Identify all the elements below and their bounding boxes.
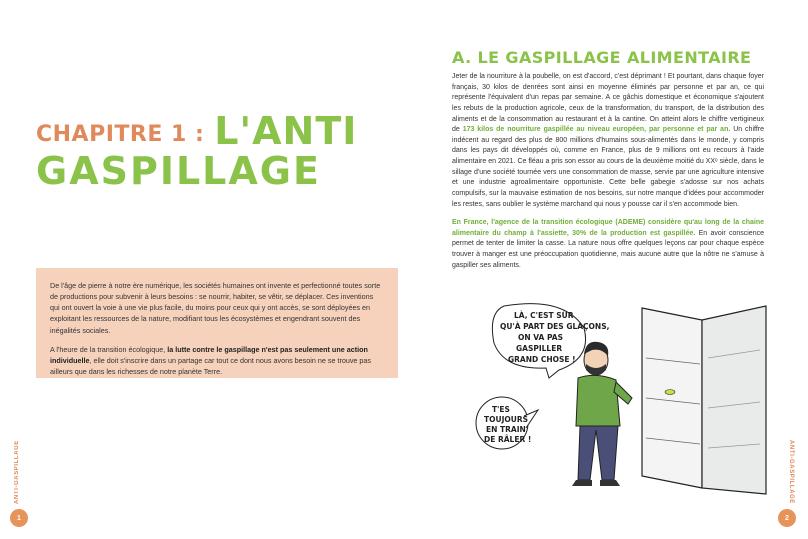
bubble2-line-4: DE RÂLER !: [484, 435, 532, 444]
body-text: [452, 72, 764, 279]
side-running-head: ANTI-GASPILLAGE: [788, 440, 794, 504]
bubble1-line-3: ON VA PAS: [518, 333, 563, 342]
cartoon-illustration: [474, 298, 774, 498]
bubble2-line-2: TOUJOURS: [484, 415, 529, 424]
bubble2-line-3: EN TRAIN: [486, 425, 526, 434]
bubble2-line-1: T'ES: [492, 405, 510, 414]
intro-paragraph-2: [50, 344, 384, 377]
chapter-title-line1: L'ANTI: [214, 109, 358, 153]
chapter-heading: [36, 109, 396, 193]
body-paragraph-2: [452, 218, 764, 271]
intro-box: [36, 268, 398, 378]
p1-text-end: . Un chiffre indécent au regard des plus de 800 millions d'humains sous-alimentés dans le monde, y compris dans les pays dit développés où, comme en France, plus de 9 millions ont eu recours à l'aide alimentaire en 2021. Ce fléau a pris son essor au cours de la deuxième moitié du XXᵉ siècle, dans le sillage d'une société tournée vers une consommation de masse, servie par une agriculture intensive et une industrie agroalimentaire opportuniste. Cette belle gabegie s'adosse sur nos achats compulsifs, sur la mauvaise estimation de nos besoins, sur notre manque d'idées pour accommoder les restes, sans oublier le système marchand qui nous y pousse car il s'en accommode bien.: [452, 126, 764, 208]
section-title: A. LE GASPILLAGE ALIMENTAIRE: [452, 48, 752, 67]
page-number: 2: [778, 509, 796, 527]
intro-p2-bold: la lutte contre le gaspillage n'est pas seulement une action individuelle: [50, 344, 368, 365]
man-figure: [572, 342, 632, 486]
side-running-head: ANTI-GASPILLAGE: [14, 440, 20, 504]
intro-p2-text: A l'heure de la transition écologique,: [50, 344, 168, 354]
p1-text: Jeter de la nourriture à la poubelle, on est d'accord, c'est déprimant ! Et pourtant, dans chaque foyer français, 30 kilos de denrées sont ainsi en moyenne éliminés par personne et par an, ce qui représente l'équivalent d'un repas par semaine. A ce gâchis domestique et économique s'ajoutent les rebuts de la production agricole, ceux de la transformation, du transport, de la distribution des aliments et de la consommation au restaurant et à la cantine. On atteint alors le chiffre vertigineux de: [452, 73, 764, 134]
p1-highlight: 173 kilos de nourriture gaspillée au niveau européen, par personne et par an: [462, 126, 729, 134]
chapter-prefix: CHAPITRE 1 :: [36, 122, 205, 147]
page-number: 1: [10, 509, 28, 527]
bubble1-line-2: QU'À PART DES GLAÇONS,: [500, 322, 610, 331]
bubble1-line-4: GASPILLER: [516, 344, 563, 353]
intro-paragraph-1: De l'âge de pierre à notre ère numérique, les sociétés humaines ont invente et perfectionné toutes sorte de productions pour subvenir à leurs besoins : se nourrir, habiter, se vêtir, se déplacer. Ces inventions qui ont ouvert la voie à une vie plus facile, du moins pour ceux qui y ont accès, se sont déployées en exploitant les ressources de la nature, modifiant tous les écosystèmes et engendrant souvent des inégalités sociales.: [50, 281, 381, 335]
fridge: [642, 306, 766, 494]
chapter-title-line2: GASPILLAGE: [36, 149, 321, 193]
p2-highlight: En France, l'agence de la transition écologique (ADEME) considère qu'au long de la chaine alimentaire du champ à l'assiette, 30% de la production est gaspillée.: [452, 219, 764, 237]
body-paragraph-1: [452, 72, 764, 210]
right-page: [404, 0, 808, 539]
bubble1-line-1: LÀ, C'EST SÛR: [514, 311, 574, 320]
p2-text: En avoir conscience permet de tenter de limiter la casse. La nature nous offre quelques leçons car pour chaque espèce trouver à manger est une préoccupation quotidienne, mais aucune autre que la nôtre ne s'amuse à gaspiller ses aliments.: [452, 229, 764, 269]
intro-p2-text-end: , elle doit s'inscrire dans un partage car tout ce dont nous avons besoin ne se trouve pas ailleurs que dans les richesses de notre planète Terre.: [50, 355, 372, 377]
bubble1-line-5: GRAND CHOSE !: [508, 355, 576, 364]
